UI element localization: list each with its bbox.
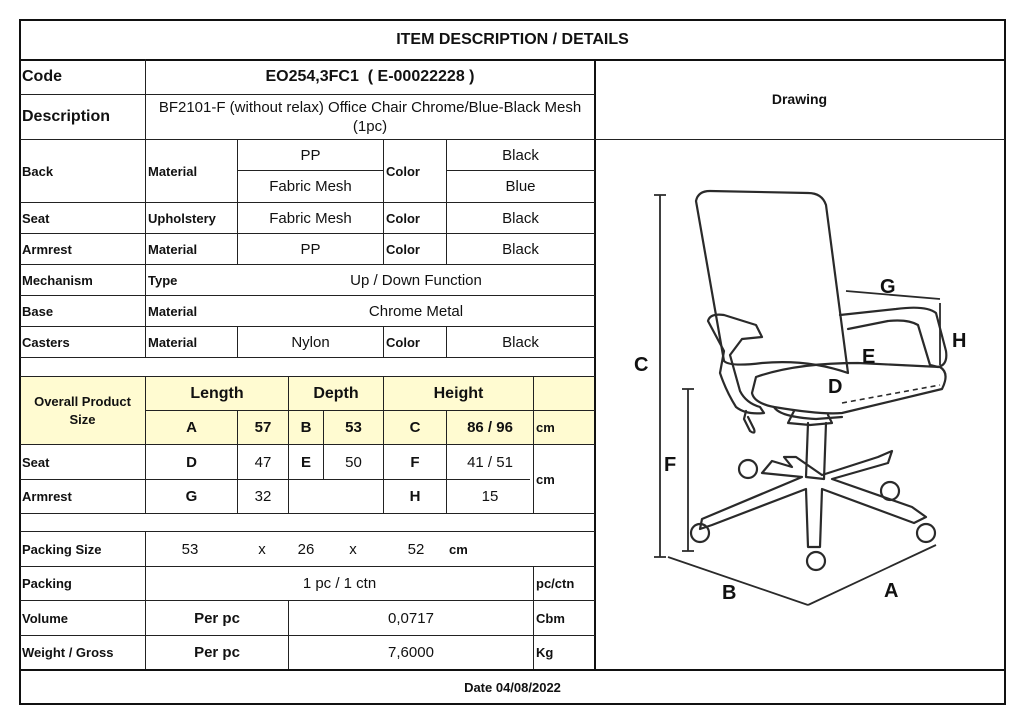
- packing-size-x1: x: [258, 540, 266, 558]
- packing-unit: pc/ctn: [536, 576, 575, 591]
- drawing-label: Drawing: [771, 91, 828, 107]
- overall-unit: cm: [536, 420, 555, 435]
- length-header: Length: [190, 384, 244, 402]
- dim-e-value: 50: [345, 453, 362, 471]
- mechanism-value: Up / Down Function: [350, 271, 482, 289]
- sheet-title: ITEM DESCRIPTION / DETAILS: [396, 31, 629, 48]
- back-material-2: Fabric Mesh: [269, 178, 352, 195]
- dim-d-letter: D: [186, 453, 197, 471]
- weight-per: Per pc: [194, 644, 240, 661]
- dims-unit: cm: [536, 471, 555, 487]
- armrest-color-label: Color: [386, 241, 420, 257]
- back-attr: Material: [148, 163, 198, 179]
- base-value: Chrome Metal: [368, 302, 464, 320]
- dim-line-a: [808, 545, 936, 605]
- dim-a-letter: A: [186, 419, 197, 436]
- armrest-dims-label: Armrest: [22, 489, 72, 504]
- back-material-1: PP: [300, 146, 321, 164]
- dim-c-value: 86 / 96: [467, 419, 513, 436]
- packing-size-unit: cm: [449, 541, 468, 557]
- armrest-material: PP: [300, 240, 321, 258]
- drawing-letter-a: A: [884, 580, 899, 602]
- depth-header: Depth: [313, 384, 359, 402]
- volume-unit: Cbm: [536, 610, 565, 626]
- casters-attr: Material: [148, 334, 198, 350]
- chair-backrest: [696, 191, 848, 373]
- dim-line-b: [668, 557, 808, 605]
- dim-f-letter: F: [410, 453, 420, 471]
- dim-h-value: 15: [481, 488, 499, 505]
- armrest-label: Armrest: [22, 241, 72, 257]
- seat-color-label: Color: [386, 210, 420, 226]
- drawing-letter-e: E: [862, 346, 876, 368]
- overall-size-label: Overall Product Size: [34, 393, 131, 427]
- casters-color: Black: [502, 333, 539, 351]
- packing-size-x2: x: [349, 540, 357, 558]
- weight-value: 7,6000: [388, 644, 434, 661]
- back-label: Back: [22, 163, 54, 179]
- drawing-letter-h: H: [952, 330, 967, 352]
- packing-size-v3: 52: [407, 540, 425, 558]
- volume-value: 0,0717: [388, 609, 434, 627]
- description-label: Description: [22, 108, 111, 125]
- drawing-letter-f: F: [664, 454, 677, 476]
- back-color-label: Color: [386, 163, 420, 179]
- dim-b-value: 53: [345, 419, 362, 436]
- code-label: Code: [22, 68, 62, 85]
- height-header: Height: [433, 384, 484, 402]
- caster-5: [739, 460, 757, 478]
- caster-2: [917, 524, 935, 542]
- weight-label: Weight / Gross: [22, 645, 114, 660]
- packing-label: Packing: [22, 576, 72, 591]
- seat-dims-label: Seat: [22, 454, 50, 470]
- dim-c-letter: C: [409, 419, 421, 436]
- seat-attr: Upholstery: [148, 210, 216, 226]
- base-label: Base: [22, 303, 54, 319]
- casters-material: Nylon: [291, 333, 330, 351]
- caster-3: [807, 552, 825, 570]
- packing-size-label: Packing Size: [22, 541, 102, 557]
- code-value: EO254,3FC1 ( E-00022228 ): [265, 68, 475, 85]
- seat-label: Seat: [22, 210, 50, 226]
- weight-unit: Kg: [536, 645, 554, 660]
- volume-per: Per pc: [194, 609, 240, 627]
- drawing-letter-g: G: [880, 276, 896, 298]
- dim-b-letter: B: [300, 419, 312, 436]
- drawing-letter-b: B: [722, 582, 737, 604]
- packing-size-v1: 53: [181, 540, 199, 558]
- drawing-letter-d: D: [828, 376, 843, 398]
- seat-color: Black: [502, 209, 539, 227]
- casters-label: Casters: [22, 334, 70, 350]
- dim-g-value: 32: [254, 488, 272, 505]
- casters-color-label: Color: [386, 334, 420, 350]
- packing-size-v2: 26: [297, 540, 315, 558]
- dim-e-letter: E: [300, 453, 311, 471]
- drawing-letter-c: C: [634, 354, 649, 376]
- base-attr: Material: [148, 303, 198, 319]
- dim-d-value: 47: [254, 453, 272, 471]
- mechanism-label: Mechanism: [22, 272, 93, 288]
- back-color-1: Black: [502, 146, 539, 164]
- dim-h-letter: H: [409, 488, 421, 505]
- armrest-color: Black: [502, 240, 539, 258]
- dim-f-value: 41 / 51: [467, 453, 513, 471]
- seat-material: Fabric Mesh: [269, 209, 352, 227]
- mechanism-attr: Type: [148, 272, 178, 288]
- date-footer: Date 04/08/2022: [464, 679, 561, 695]
- packing-value: 1 pc / 1 ctn: [302, 575, 377, 592]
- armrest-attr: Material: [148, 241, 198, 257]
- chair-drawing: [596, 141, 1004, 668]
- dim-a-value: 57: [254, 419, 272, 436]
- chair-right-armrest: [840, 308, 946, 367]
- back-color-2: Blue: [505, 178, 536, 195]
- volume-label: Volume: [22, 610, 68, 626]
- caster-4: [881, 482, 899, 500]
- dim-g-letter: G: [185, 488, 198, 505]
- description-value: BF2101-F (without relax) Office Chair Chrome/Blue-Black Mesh (1pc): [158, 99, 582, 135]
